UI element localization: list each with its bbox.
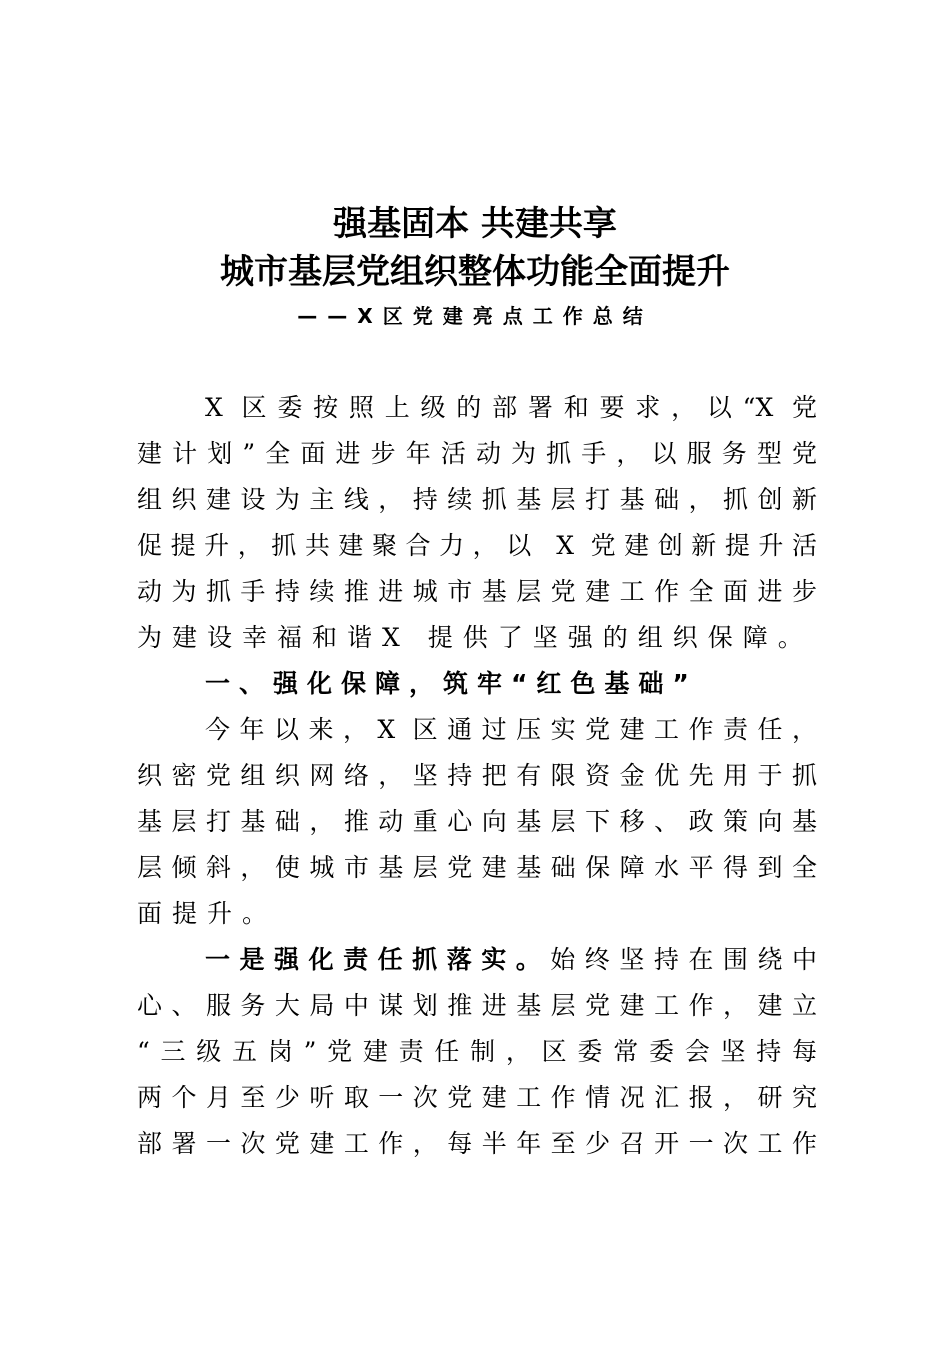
paragraph-2-line: 织密党组织网络，坚持把有限资金优先用于抓: [137, 761, 817, 790]
document-title-line-2: 城市基层党组织整体功能全面提升: [220, 252, 730, 292]
paragraph-3-line: 两个月至少听取一次党建工作情况汇报，研究: [137, 1083, 817, 1112]
paragraph-3-lead: 一是强化责任抓落实。: [205, 945, 551, 974]
paragraph-2-line: 层倾斜，使城市基层党建基础保障水平得到全: [137, 853, 817, 882]
paragraph-2-line: 今年以来，X 区通过压实党建工作责任，: [205, 715, 817, 744]
paragraph-3-first-rest: 始终坚持在围绕中: [550, 945, 817, 974]
paragraph-1-line: 组织建设为主线，持续抓基层打基础，抓创新: [137, 485, 817, 514]
paragraph-1-line: 促提升，抓共建聚合力，以 X 党建创新提升活: [137, 531, 817, 560]
section-heading-1: 一、强化保障，筑牢“红色基础”: [205, 669, 698, 698]
paragraph-1-line: 为建设幸福和谐X 提供了坚强的组织保障。: [137, 623, 813, 652]
document-title-line-1: 强基固本 共建共享: [333, 204, 617, 244]
paragraph-3-line: 部署一次党建工作，每半年至少召开一次工作: [137, 1129, 817, 1158]
paragraph-2-line: 基层打基础，推动重心向基层下移、政策向基: [137, 807, 817, 836]
paragraph-1-line: X 区委按照上级的部署和要求，以“X 党: [205, 393, 817, 422]
paragraph-3-first-line: [137, 937, 817, 983]
paragraph-3-line: 心、服务大局中谋划推进基层党建工作，建立: [137, 991, 817, 1020]
paragraph-3-line: “三级五岗”党建责任制，区委常委会坚持每: [137, 1037, 817, 1066]
paragraph-2-line: 面提升。: [137, 899, 278, 928]
document-subtitle: ——X区党建亮点工作总结: [297, 304, 653, 328]
paragraph-1-line: 动为抓手持续推进城市基层党建工作全面进步: [137, 577, 817, 606]
paragraph-1-line: 建计划”全面进步年活动为抓手，以服务型党: [137, 439, 817, 468]
document-body: [137, 385, 817, 1167]
